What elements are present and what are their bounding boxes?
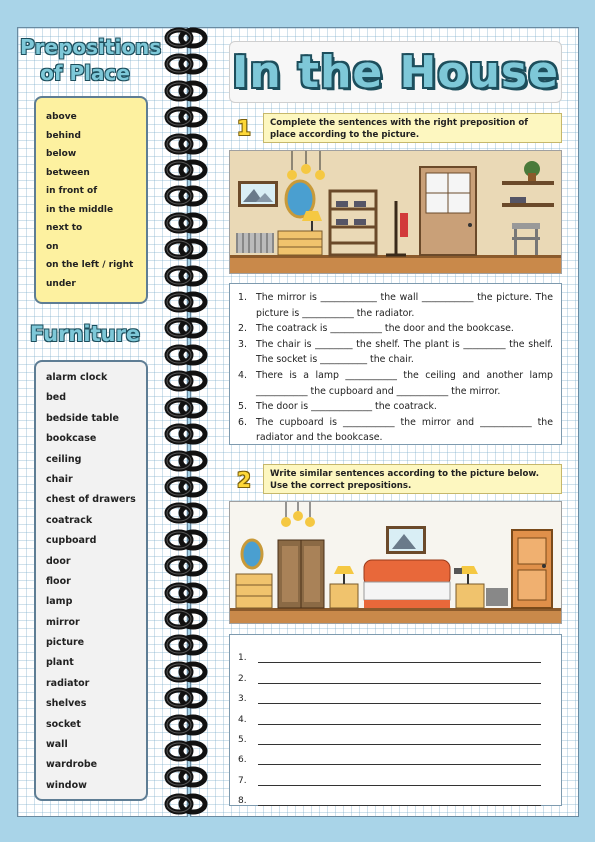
preposition-item: between xyxy=(46,167,90,178)
answer-line[interactable] xyxy=(238,725,547,745)
spiral-ring xyxy=(161,184,211,208)
furniture-item: socket xyxy=(46,718,81,730)
preposition-item: above xyxy=(46,112,77,122)
answer-blank[interactable] xyxy=(258,653,541,663)
sentence-item xyxy=(238,321,553,337)
sentence-number: 4. xyxy=(238,369,247,381)
spiral-ring xyxy=(161,396,211,420)
answer-line-number: 7. xyxy=(238,775,247,786)
furniture-item: chair xyxy=(46,473,73,485)
spiral-ring xyxy=(161,79,211,103)
answer-line-number: 3. xyxy=(238,694,247,705)
spiral-ring xyxy=(161,501,211,525)
furniture-item: wall xyxy=(46,739,68,751)
spiral-ring xyxy=(161,792,211,816)
furniture-item: shelves xyxy=(46,698,87,710)
spiral-ring xyxy=(161,316,211,340)
answer-blank[interactable] xyxy=(258,715,541,725)
furniture-item: window xyxy=(46,779,87,791)
spiral-ring xyxy=(161,290,211,314)
prepositions-title: Prepositions of Place xyxy=(20,35,162,85)
preposition-item: below xyxy=(46,149,77,159)
furniture-item: bedside table xyxy=(46,412,119,424)
furniture-item: door xyxy=(46,555,71,567)
answer-line-number: 2. xyxy=(238,673,247,684)
furniture-item: radiator xyxy=(46,677,90,689)
furniture-item: chest of drawers xyxy=(46,494,136,506)
sentence-text: There is a lamp ___________ the ceiling and another lamp ___________ the cupboard and ___________ the mirror. xyxy=(256,369,553,397)
furniture-item: alarm clock xyxy=(46,372,108,383)
sentence-item xyxy=(238,399,553,415)
spiral-ring xyxy=(161,686,211,710)
spiral-ring xyxy=(161,554,211,578)
exercise-1-sentences xyxy=(229,283,562,445)
furniture-item: bed xyxy=(46,392,67,404)
spiral-ring xyxy=(161,713,211,737)
sentence-item xyxy=(238,368,553,399)
answer-line[interactable] xyxy=(238,643,547,663)
answer-blank[interactable] xyxy=(258,674,541,684)
answer-line-number: 6. xyxy=(238,755,247,766)
answer-blank[interactable] xyxy=(258,694,541,704)
prepositions-list xyxy=(34,96,148,304)
furniture-item: wardrobe xyxy=(46,759,98,771)
answer-line-number: 1. xyxy=(238,653,247,664)
spiral-ring xyxy=(161,422,211,446)
exercise-2-instruction: Write similar sentences according to the picture below. Use the correct prepositions. xyxy=(263,464,562,494)
sentence-number: 2. xyxy=(238,323,247,335)
furniture-item: coatrack xyxy=(46,514,93,526)
spiral-ring xyxy=(161,633,211,657)
sentence-item xyxy=(238,290,553,321)
answer-line-number: 5. xyxy=(238,734,247,745)
preposition-item: behind xyxy=(46,130,81,141)
answer-blank[interactable] xyxy=(258,755,541,765)
furniture-title: Furniture xyxy=(29,322,141,346)
furniture-item: ceiling xyxy=(46,453,82,465)
spiral-ring xyxy=(161,158,211,182)
exercise-2-number: 2 xyxy=(237,468,251,492)
spiral-ring xyxy=(161,26,211,50)
preposition-item: in front of xyxy=(46,186,98,196)
furniture-item: bookcase xyxy=(46,433,97,445)
answer-blank[interactable] xyxy=(258,735,541,745)
living-room-picture xyxy=(229,150,562,274)
bedroom-picture xyxy=(229,501,562,624)
spiral-ring xyxy=(161,765,211,789)
spiral-ring xyxy=(161,607,211,631)
answer-line[interactable] xyxy=(238,704,547,724)
sentence-item xyxy=(238,415,553,446)
answer-line[interactable] xyxy=(238,786,547,806)
preposition-item: on the left / right xyxy=(46,260,134,270)
spiral-ring xyxy=(161,237,211,261)
sentence-text: The cupboard is ___________ the mirror and ___________ the radiator and the bookcase. xyxy=(256,416,553,444)
preposition-item: next to xyxy=(46,223,83,233)
spiral-binding xyxy=(158,26,214,816)
sentence-number: 1. xyxy=(238,292,247,303)
spiral-ring xyxy=(161,52,211,76)
answer-line-number: 4. xyxy=(238,714,247,725)
furniture-item: picture xyxy=(46,637,85,649)
answer-line[interactable] xyxy=(238,684,547,704)
sentence-text: The coatrack is ___________ the door and the bookcase. xyxy=(256,323,514,335)
furniture-item: lamp xyxy=(46,596,73,608)
answer-line[interactable] xyxy=(238,765,547,785)
preposition-item: on xyxy=(46,241,59,252)
exercise-2-answer-lines xyxy=(229,634,562,806)
page-title: In the House xyxy=(232,46,559,98)
preposition-item: under xyxy=(46,278,76,289)
answer-blank[interactable] xyxy=(258,796,541,806)
spiral-ring xyxy=(161,369,211,393)
preposition-item: in the middle xyxy=(46,204,114,215)
spiral-ring xyxy=(161,105,211,129)
furniture-item: cupboard xyxy=(46,535,97,547)
sentence-item xyxy=(238,337,553,368)
answer-line-number: 8. xyxy=(238,796,247,807)
sentence-number: 6. xyxy=(238,416,247,428)
sentence-text: The mirror is ____________ the wall ___________ the picture. The picture is ___________ the radiator. xyxy=(256,292,553,319)
answer-line[interactable] xyxy=(238,663,547,683)
answer-line[interactable] xyxy=(238,745,547,765)
furniture-item: plant xyxy=(46,657,74,669)
answer-blank[interactable] xyxy=(258,776,541,786)
spiral-ring xyxy=(161,449,211,473)
sentence-text: The chair is ________ the shelf. The plant is _________ the shelf. The socket is __________ the chair. xyxy=(256,338,553,366)
furniture-item: floor xyxy=(46,575,71,587)
spiral-ring xyxy=(161,581,211,605)
furniture-item: mirror xyxy=(46,616,80,628)
exercise-1-number: 1 xyxy=(237,116,251,140)
spiral-ring xyxy=(161,475,211,499)
spiral-ring xyxy=(161,211,211,235)
spiral-ring xyxy=(161,660,211,684)
spiral-ring xyxy=(161,739,211,763)
spiral-ring xyxy=(161,132,211,156)
spiral-ring xyxy=(161,264,211,288)
sentence-number: 3. xyxy=(238,338,247,350)
exercise-1-instruction: Complete the sentences with the right preposition of place according to the picture. xyxy=(263,113,562,143)
sentence-number: 5. xyxy=(238,401,247,413)
furniture-list xyxy=(34,360,148,801)
sentence-text: The door is _____________ the coatrack. xyxy=(256,401,437,413)
spiral-ring xyxy=(161,528,211,552)
spiral-ring xyxy=(161,343,211,367)
title-banner xyxy=(229,41,562,103)
